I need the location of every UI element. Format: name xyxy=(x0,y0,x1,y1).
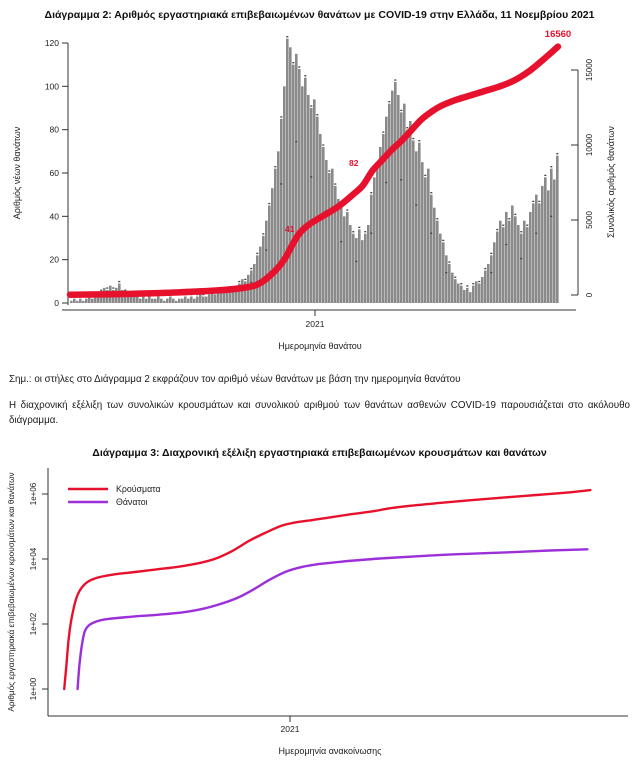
chart2-xlabel: Ημερομηνία θανάτου xyxy=(278,341,362,351)
chart3-ylabel: Αριθμός εργαστηριακά επιβεβαιωμένων κρουσμάτων και θανάτων xyxy=(7,472,16,712)
chart2-annotation: 82 xyxy=(349,158,359,168)
chart2-annotation: 41 xyxy=(285,224,295,234)
chart2-right-tick-label: 15000 xyxy=(585,58,594,82)
chart2-left-axis xyxy=(62,43,68,305)
legend-label-deaths: Θάνατοι xyxy=(116,497,148,507)
chart2-left-tick-label: 20 xyxy=(49,254,59,265)
chart2-left-tick-label: 0 xyxy=(54,298,59,308)
chart2-left-tick-label: 120 xyxy=(44,38,59,48)
chart3-y-tick-label: 1e+00 xyxy=(29,677,38,701)
chart2-right-tick-label: 0 xyxy=(585,292,594,298)
chart2-x-axis xyxy=(62,310,576,351)
chart2-left-tick-label: 60 xyxy=(49,168,59,178)
chart3-x-tick-label: 2021 xyxy=(280,724,300,734)
chart2-left-tick-label: 40 xyxy=(49,211,59,222)
chart3-title: Διάγραμμα 3: Διαχρονική εξέλιξη εργαστηριακά επιβεβαιωμένων κρουσμάτων και θανάτων xyxy=(92,447,547,459)
chart3-xlabel: Ημερομηνία ανακοίνωσης xyxy=(278,746,382,756)
chart2-right-tick-label: 5000 xyxy=(585,211,594,229)
legend-label-cases: Κρούσματα xyxy=(116,484,161,494)
chart2-left-tick-label: 80 xyxy=(49,124,59,135)
chart3-legend xyxy=(68,484,161,507)
chart2-daily-deaths-bars xyxy=(70,36,559,303)
intro-paragraph: Η διαχρονική εξέλιξη των συνολικών κρουσμάτων και συνολικού αριθμού των θανάτων ασθενών COVID-19 παρουσιάζεται στο ακόλουθο διάγραμμα. xyxy=(9,400,630,426)
chart2-ylabel-right: Συνολικός αριθμός θανάτων xyxy=(606,126,616,238)
chart2-note: Σημ.: οι στήλες στο Διάγραμμα 2 εκφράζουν τον αριθμό νέων θανάτων με βάση την ημερομηνία θανάτου xyxy=(9,374,461,385)
chart2-annotation: 16560 xyxy=(544,29,572,40)
chart2-ylabel-left: Αριθμός νέων θανάτων xyxy=(12,126,22,220)
chart2 xyxy=(12,29,616,351)
chart2-right-tick-label: 10000 xyxy=(585,133,594,157)
chart2-x-tick-label: 2021 xyxy=(305,319,325,329)
chart3-series-line-cases xyxy=(64,490,590,689)
chart2-title: Διάγραμμα 2: Αριθμός εργαστηριακά επιβεβαιωμένων θανάτων με COVID-19 στην Ελλάδα, 11 Νοεμβρίου 2021 xyxy=(44,9,595,21)
chart2-left-tick-label: 100 xyxy=(44,81,59,92)
chart3-y-tick-label: 1e+04 xyxy=(29,547,38,571)
chart3-y-tick-label: 1e+02 xyxy=(29,612,38,636)
chart3-y-tick-label: 1e+06 xyxy=(29,482,38,506)
chart3 xyxy=(7,468,628,756)
chart2-right-axis xyxy=(571,58,616,297)
